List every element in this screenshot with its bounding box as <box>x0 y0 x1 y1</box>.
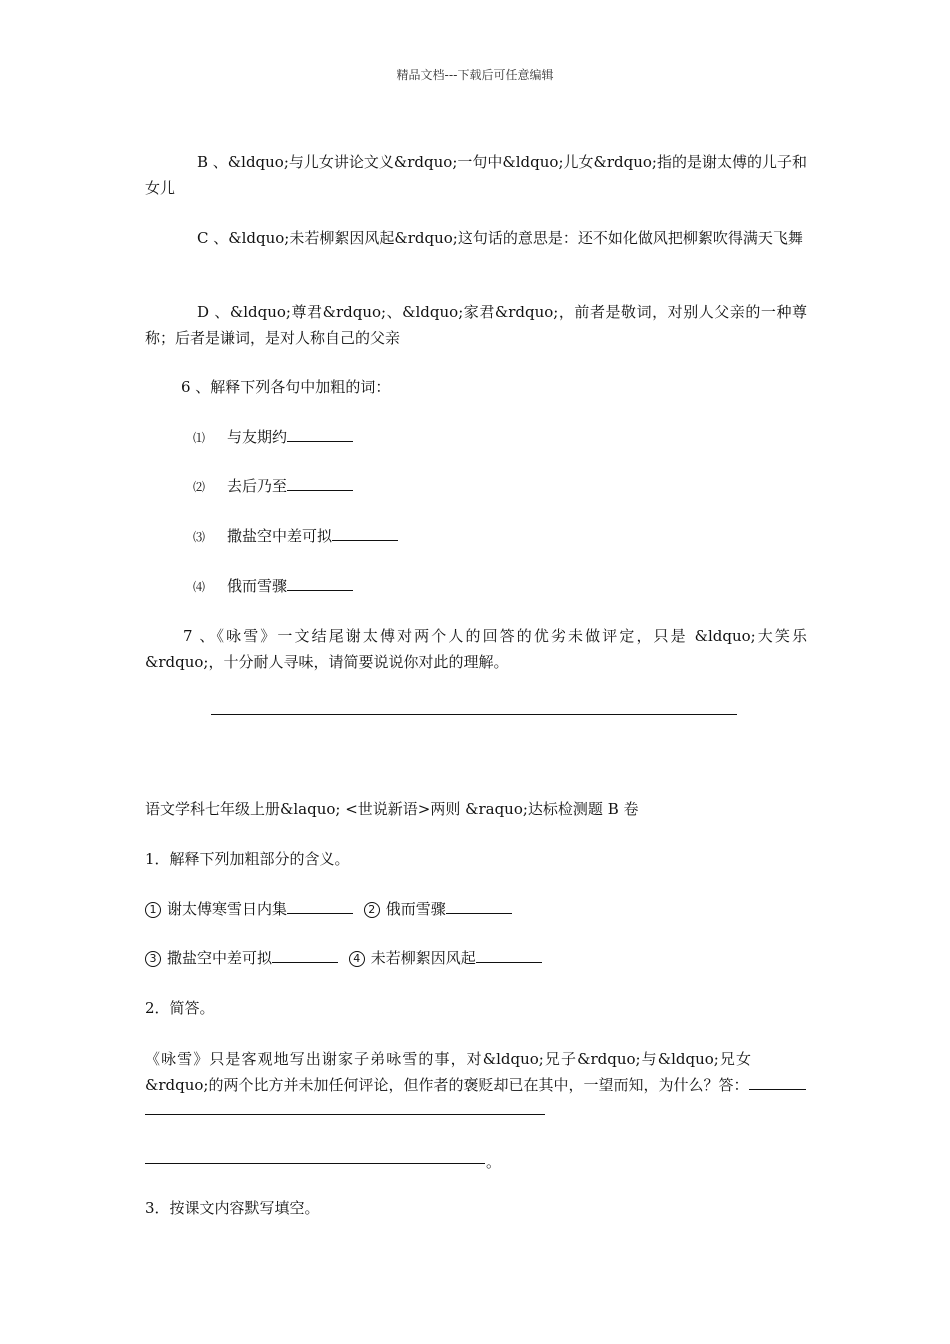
item-text: 俄而雪骤 <box>227 577 288 595</box>
option-c: C 、&ldquo;未若柳絮因风起&rdquo;这句话的意思是：还不如化做风把柳絮吹得满天飞舞 <box>197 229 803 247</box>
item-text: 俄而雪骤 <box>385 900 446 918</box>
item-text: 谢太傅寒雪日内集 <box>167 900 288 918</box>
q6-item-3 <box>193 524 398 549</box>
b-q2-answer-line[interactable] <box>145 1114 545 1115</box>
circled-number: 2 <box>364 902 380 918</box>
answer-blank[interactable] <box>287 426 353 442</box>
answer-blank[interactable] <box>287 898 353 914</box>
q7-answer-line[interactable] <box>211 714 737 715</box>
item-text: 与友期约 <box>227 428 288 446</box>
b-q2-answer-line[interactable] <box>749 1089 806 1090</box>
item-number: ⑴ <box>193 431 206 445</box>
item-number: ⑶ <box>193 530 206 544</box>
b-q2-end: 。 <box>486 1153 502 1171</box>
b-q1-row-2 <box>145 946 542 970</box>
q7: 7 、《咏雪》一文结尾谢太傅对两个人的回答的优劣未做评定，只是 &ldquo;大笑乐&rdquo;，十分耐人寻味，请简要说说你对此的理解。 <box>145 627 807 671</box>
answer-blank[interactable] <box>272 947 338 963</box>
answer-blank[interactable] <box>332 525 398 541</box>
q6-title: 6 、解释下列各句中加粗的词： <box>181 378 391 396</box>
circled-number: 1 <box>145 902 161 918</box>
answer-blank[interactable] <box>287 575 353 591</box>
item-text: 撒盐空中差可拟 <box>227 527 333 545</box>
item-text: 撒盐空中差可拟 <box>167 949 273 967</box>
answer-blank[interactable] <box>446 898 512 914</box>
b-q3-title: 3．按课文内容默写填空。 <box>145 1199 320 1217</box>
q6-item-2 <box>193 474 353 499</box>
answer-blank[interactable] <box>476 947 542 963</box>
q6-item-4 <box>193 574 353 599</box>
b-q1-row-1 <box>145 897 512 921</box>
page-header: 精品文档---下载后可任意编辑 <box>396 68 554 82</box>
item-number: ⑵ <box>193 480 206 494</box>
circled-number: 3 <box>145 951 161 967</box>
q6-item-1 <box>193 425 353 450</box>
b-q2-text: 《咏雪》只是客观地写出谢家子弟咏雪的事，对&ldquo;兄子&rdquo;与&ldquo;兄女&rdquo;的两个比方并未加任何评论，但作者的褒贬却已在其中，一望而知，为什么？答： <box>145 1050 751 1094</box>
item-number: ⑷ <box>193 580 206 594</box>
b-q2-answer-line[interactable] <box>145 1163 485 1164</box>
answer-blank[interactable] <box>287 475 353 491</box>
b-q2-title: 2．简答。 <box>145 999 215 1017</box>
section-b-title: 语文学科七年级上册&laquo; <世说新语>两则 &raquo;达标检测题 B 卷 <box>145 800 639 818</box>
b-q1-title: 1．解释下列加粗部分的含义。 <box>145 850 350 868</box>
item-text: 去后乃至 <box>227 477 288 495</box>
circled-number: 4 <box>349 951 365 967</box>
option-d: D 、&ldquo;尊君&rdquo;、&ldquo;家君&rdquo;，前者是敬词，对别人父亲的一种尊称；后者是谦词，是对人称自己的父亲 <box>145 303 807 347</box>
item-text: 未若柳絮因风起 <box>370 949 476 967</box>
option-b: B 、&ldquo;与儿女讲论文义&rdquo;一句中&ldquo;儿女&rdquo;指的是谢太傅的儿子和女儿 <box>145 153 807 197</box>
